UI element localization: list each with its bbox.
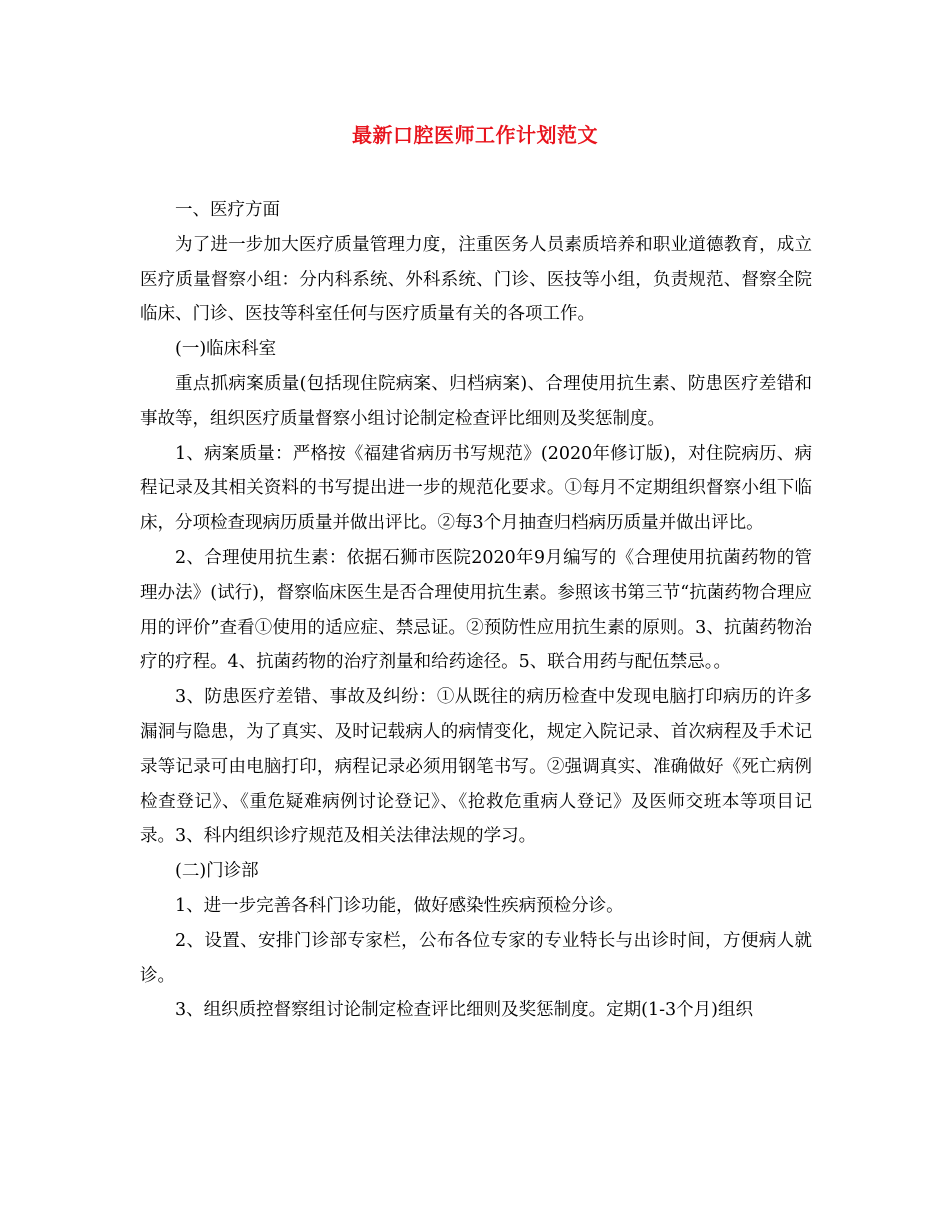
section-heading-medical: 一、医疗方面 [175,200,280,220]
paragraph-intro: 为了进一步加大医疗质量管理力度，注重医务人员素质培养和职业道德教育，成立医疗质量督察小组：分内科系统、外科系统、门诊、医技等小组，负责规范、督察全院临床、门诊、医技等科室任何与医疗质量有关的各项工作。 [140,234,812,325]
paragraph-outpatient-1: 1、进一步完善各科门诊功能，做好感染性疾病预检分诊。 [175,895,624,916]
subsection-heading-clinical: (一)临床科室 [175,339,277,360]
document-title: 最新口腔医师工作计划范文 [352,123,598,147]
document-body [140,193,812,1028]
paragraph-clinical-focus: 重点抓病案质量(包括现住院病案、归档病案)、合理使用抗生素、防患医疗差错和事故等，组织医疗质量督察小组讨论制定检查评比细则及奖惩制度。 [140,373,812,429]
subsection-heading-outpatient: (二)门诊部 [175,861,259,882]
paragraph-outpatient-2: 2、设置、安排门诊部专家栏，公布各位专家的专业特长与出诊时间，方便病人就诊。 [140,930,812,986]
paragraph-outpatient-3: 3、组织质控督察组讨论制定检查评比细则及奖惩制度。定期(1-3个月)组织 [175,1000,753,1021]
paragraph-antibiotics: 2、合理使用抗生素：依据石狮市医院2020年9月编写的《合理使用抗菌药物的管理办法》(试行)，督察临床医生是否合理使用抗生素。参照该书第三节“抗菌药物合理应用的评价”查看①使用的适应症、禁忌证。②预防性应用抗生素的原则。3、抗菌药物治疗的疗程。4、抗菌药物的治疗剂量和给药途径。5、联合用药与配伍禁忌。。 [140,547,812,673]
paragraph-error-prevention: 3、防患医疗差错、事故及纠纷：①从既往的病历检查中发现电脑打印病历的许多漏洞与隐患，为了真实、及时记载病人的病情变化，规定入院记录、首次病程及手术记录等记录可由电脑打印，病程记录必须用钢笔书写。②强调真实、准确做好《死亡病例检查登记》、《重危疑难病例讨论登记》、《抢救危重病人登记》及医师交班本等项目记录。3、科内组织诊疗规范及相关法律法规的学习。 [140,687,812,847]
paragraph-case-quality: 1、病案质量：严格按《福建省病历书写规范》(2020年修订版)，对住院病历、病程记录及其相关资料的书写提出进一步的规范化要求。①每月不定期组织督察小组下临床，分项检查现病历质量并做出评比。②每3个月抽查归档病历质量并做出评比。 [140,443,812,534]
